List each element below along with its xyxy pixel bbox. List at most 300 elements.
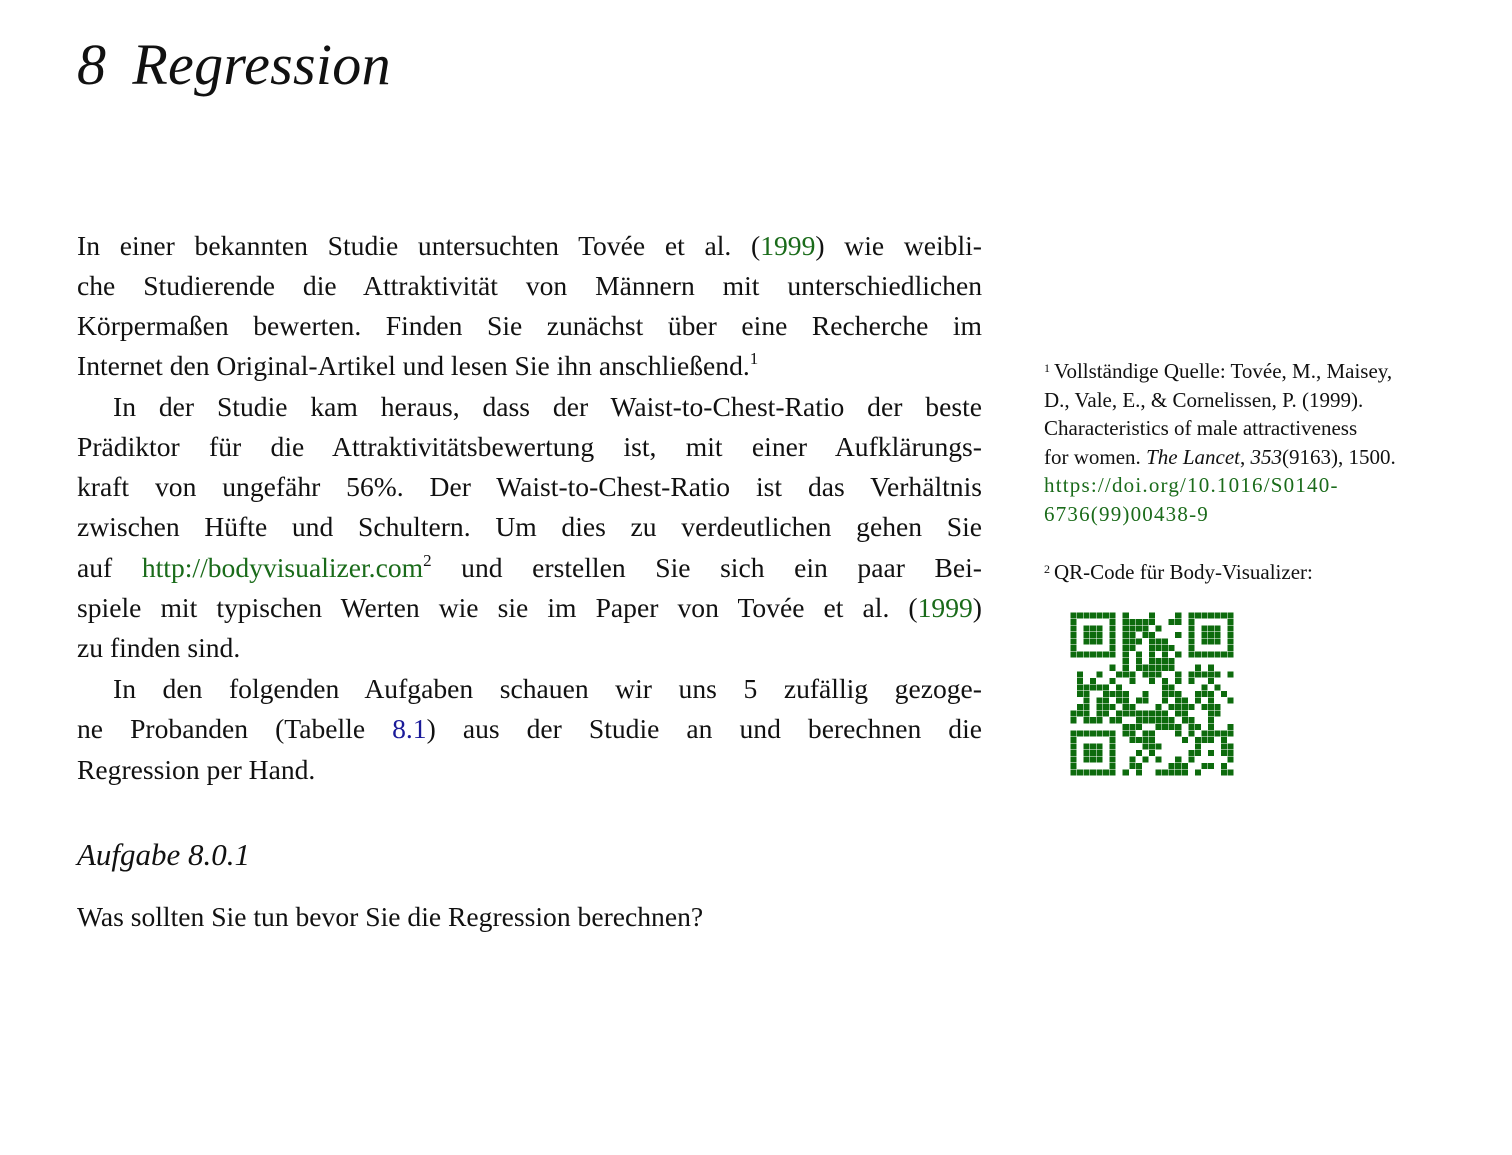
body-line: spiele mit typischen Werten wie sie im Paper von Tovée et al. (1999) bbox=[77, 592, 982, 623]
qr-module bbox=[1155, 625, 1162, 632]
qr-module bbox=[1096, 632, 1103, 639]
qr-module bbox=[1175, 678, 1182, 685]
qr-module bbox=[1136, 717, 1143, 724]
qr-module bbox=[1168, 724, 1175, 731]
qr-module bbox=[1162, 664, 1169, 671]
footnote-marker[interactable]: 1 bbox=[749, 349, 759, 368]
qr-module bbox=[1214, 730, 1221, 737]
qr-module bbox=[1201, 763, 1208, 770]
qr-module bbox=[1109, 730, 1116, 737]
qr-module bbox=[1175, 691, 1182, 698]
qr-module bbox=[1109, 638, 1116, 645]
qr-module bbox=[1096, 671, 1103, 678]
qr-module bbox=[1155, 645, 1162, 652]
qr-module bbox=[1109, 756, 1116, 763]
qr-module bbox=[1077, 651, 1084, 658]
qr-module bbox=[1103, 697, 1110, 704]
qr-module bbox=[1208, 664, 1215, 671]
chapter-number: 8 bbox=[77, 32, 107, 97]
qr-module bbox=[1162, 697, 1169, 704]
qr-module bbox=[1149, 632, 1156, 639]
qr-module bbox=[1103, 769, 1110, 776]
qr-module bbox=[1182, 763, 1189, 770]
qr-module bbox=[1188, 750, 1195, 757]
qr-module bbox=[1109, 737, 1116, 744]
qr-module bbox=[1155, 743, 1162, 750]
body-line: ne Probanden (Tabelle 8.1) aus der Studie an und berechnen die bbox=[77, 713, 982, 744]
qr-module bbox=[1162, 638, 1169, 645]
qr-module bbox=[1096, 743, 1103, 750]
qr-module bbox=[1175, 710, 1182, 717]
body-line: In einer bekannten Studie untersuchten Tovée et al. (1999) wie weibli- bbox=[77, 230, 982, 261]
sidenote-mark: 2 bbox=[1044, 562, 1050, 576]
qr-module bbox=[1175, 632, 1182, 639]
qr-module bbox=[1109, 664, 1116, 671]
citation-link[interactable]: 1999 bbox=[760, 230, 816, 261]
qr-module bbox=[1090, 612, 1097, 619]
chapter-heading bbox=[77, 30, 391, 100]
qr-module bbox=[1155, 756, 1162, 763]
qr-module bbox=[1136, 710, 1143, 717]
qr-module bbox=[1142, 632, 1149, 639]
qr-module bbox=[1129, 632, 1136, 639]
qr-module bbox=[1201, 612, 1208, 619]
qr-module bbox=[1149, 619, 1156, 626]
qr-module bbox=[1149, 651, 1156, 658]
qr-module bbox=[1109, 651, 1116, 658]
qr-module bbox=[1155, 704, 1162, 711]
qr-module bbox=[1129, 756, 1136, 763]
qr-module bbox=[1221, 743, 1228, 750]
body-line: In der Studie kam heraus, dass der Waist-to-Chest-Ratio der beste bbox=[113, 391, 982, 422]
qr-module bbox=[1070, 743, 1077, 750]
qr-module bbox=[1090, 769, 1097, 776]
qr-module bbox=[1070, 717, 1077, 724]
sidenote-2: $^2$ QR-Code für Body-Visualizer: bbox=[1044, 560, 1313, 584]
qr-module bbox=[1221, 730, 1228, 737]
qr-module bbox=[1109, 632, 1116, 639]
qr-module bbox=[1195, 612, 1202, 619]
qr-module bbox=[1195, 769, 1202, 776]
qr-module bbox=[1116, 717, 1123, 724]
qr-module bbox=[1149, 717, 1156, 724]
qr-module bbox=[1208, 710, 1215, 717]
qr-module bbox=[1083, 625, 1090, 632]
qr-module bbox=[1188, 651, 1195, 658]
qr-module bbox=[1122, 704, 1129, 711]
qr-module bbox=[1109, 763, 1116, 770]
qr-module bbox=[1149, 710, 1156, 717]
qr-module bbox=[1221, 737, 1228, 744]
qr-module bbox=[1195, 737, 1202, 744]
body-line: kraft von ungefähr 56%. Der Waist-to-Chest-Ratio ist das Verhältnis bbox=[77, 471, 982, 502]
qr-module bbox=[1182, 697, 1189, 704]
qr-module bbox=[1195, 697, 1202, 704]
qr-module bbox=[1221, 769, 1228, 776]
qr-module bbox=[1083, 612, 1090, 619]
qr-module bbox=[1208, 632, 1215, 639]
qr-module bbox=[1077, 730, 1084, 737]
qr-module bbox=[1122, 691, 1129, 698]
qr-module bbox=[1168, 645, 1175, 652]
qr-module bbox=[1077, 612, 1084, 619]
qr-module bbox=[1175, 724, 1182, 731]
qr-module bbox=[1136, 658, 1143, 665]
qr-module bbox=[1227, 671, 1234, 678]
body-line: Internet den Original-Artikel und lesen Sie ihn anschließend.$^1$ bbox=[77, 349, 759, 381]
qr-module bbox=[1168, 763, 1175, 770]
qr-module bbox=[1136, 625, 1143, 632]
qr-module bbox=[1168, 769, 1175, 776]
sidenote-1: $^1$ Vollständige Quelle: Tovée, M., Maisey, D., Vale, E., & Cornelissen, P. (1999). Characteristics of male attractiveness for women. The Lancet, 353(9163), 1500. https://doi.org/10.1016/S0140- 6736(99)00438-9 bbox=[1044, 354, 1464, 528]
qr-module bbox=[1155, 638, 1162, 645]
qr-module bbox=[1070, 645, 1077, 652]
qr-module bbox=[1201, 704, 1208, 711]
body-line: che Studierende die Attraktivität von Männern mit unterschiedlichen bbox=[77, 270, 982, 301]
qr-module bbox=[1142, 717, 1149, 724]
qr-module bbox=[1090, 625, 1097, 632]
qr-module bbox=[1188, 678, 1195, 685]
qr-module bbox=[1175, 671, 1182, 678]
qr-module bbox=[1109, 769, 1116, 776]
qr-module bbox=[1155, 724, 1162, 731]
qr-module bbox=[1142, 743, 1149, 750]
qr-module bbox=[1208, 717, 1215, 724]
qr-module bbox=[1077, 710, 1084, 717]
qr-module bbox=[1162, 769, 1169, 776]
qr-module bbox=[1070, 750, 1077, 757]
qr-module bbox=[1136, 651, 1143, 658]
qr-module bbox=[1122, 769, 1129, 776]
qr-module bbox=[1083, 684, 1090, 691]
task-title: Aufgabe 8.0.1 bbox=[77, 837, 251, 872]
qr-module bbox=[1116, 691, 1123, 698]
qr-module bbox=[1083, 750, 1090, 757]
qr-module bbox=[1083, 651, 1090, 658]
qr-module bbox=[1188, 717, 1195, 724]
qr-module bbox=[1195, 691, 1202, 698]
qr-module bbox=[1162, 717, 1169, 724]
qr-module bbox=[1227, 756, 1234, 763]
qr-module bbox=[1227, 769, 1234, 776]
qr-module bbox=[1083, 638, 1090, 645]
table-reference-link[interactable]: 8.1 bbox=[392, 713, 427, 744]
qr-module bbox=[1136, 724, 1143, 731]
qr-module bbox=[1083, 632, 1090, 639]
qr-module bbox=[1129, 730, 1136, 737]
sidenote-mark: 1 bbox=[1044, 361, 1050, 375]
qr-module bbox=[1162, 678, 1169, 685]
qr-module bbox=[1221, 612, 1228, 619]
qr-module bbox=[1227, 638, 1234, 645]
qr-module bbox=[1103, 704, 1110, 711]
qr-module bbox=[1182, 769, 1189, 776]
qr-module bbox=[1208, 750, 1215, 757]
qr-module bbox=[1142, 625, 1149, 632]
qr-module bbox=[1109, 612, 1116, 619]
qr-module bbox=[1175, 651, 1182, 658]
qr-module bbox=[1208, 724, 1215, 731]
qr-module bbox=[1129, 737, 1136, 744]
qr-module bbox=[1188, 638, 1195, 645]
qr-module bbox=[1227, 743, 1234, 750]
qr-module bbox=[1168, 717, 1175, 724]
qr-module bbox=[1070, 625, 1077, 632]
qr-module bbox=[1168, 619, 1175, 626]
qr-module bbox=[1070, 710, 1077, 717]
qr-module bbox=[1096, 756, 1103, 763]
qr-module bbox=[1149, 671, 1156, 678]
qr-module bbox=[1175, 769, 1182, 776]
qr-module bbox=[1122, 632, 1129, 639]
qr-module bbox=[1136, 750, 1143, 757]
qr-module bbox=[1208, 697, 1215, 704]
qr-module bbox=[1083, 769, 1090, 776]
qr-module bbox=[1096, 638, 1103, 645]
qr-module bbox=[1208, 671, 1215, 678]
qr-module bbox=[1142, 710, 1149, 717]
qr-module bbox=[1103, 710, 1110, 717]
qr-module bbox=[1142, 737, 1149, 744]
qr-module bbox=[1227, 724, 1234, 731]
qr-module bbox=[1077, 691, 1084, 698]
qr-module bbox=[1221, 750, 1228, 757]
qr-module bbox=[1070, 730, 1077, 737]
qr-module bbox=[1182, 710, 1189, 717]
qr-module bbox=[1122, 671, 1129, 678]
qr-module bbox=[1221, 691, 1228, 698]
qr-module bbox=[1083, 697, 1090, 704]
qr-module bbox=[1162, 691, 1169, 698]
qr-module bbox=[1162, 658, 1169, 665]
qr-module bbox=[1175, 730, 1182, 737]
qr-module bbox=[1090, 730, 1097, 737]
qr-module bbox=[1214, 638, 1221, 645]
qr-module bbox=[1083, 743, 1090, 750]
qr-module bbox=[1083, 756, 1090, 763]
qr-module bbox=[1175, 763, 1182, 770]
qr-module bbox=[1096, 730, 1103, 737]
qr-module bbox=[1122, 658, 1129, 665]
qr-module bbox=[1103, 651, 1110, 658]
qr-module bbox=[1090, 717, 1097, 724]
qr-module bbox=[1201, 737, 1208, 744]
qr-module bbox=[1129, 724, 1136, 731]
qr-module bbox=[1122, 612, 1129, 619]
qr-module bbox=[1208, 638, 1215, 645]
qr-module bbox=[1208, 651, 1215, 658]
qr-module bbox=[1162, 645, 1169, 652]
qr-module bbox=[1168, 691, 1175, 698]
qr-module bbox=[1077, 684, 1084, 691]
qr-module bbox=[1155, 658, 1162, 665]
qr-module bbox=[1116, 684, 1123, 691]
qr-module bbox=[1103, 612, 1110, 619]
qr-module bbox=[1129, 763, 1136, 770]
qr-module bbox=[1188, 730, 1195, 737]
qr-module bbox=[1168, 684, 1175, 691]
body-line: Regression per Hand. bbox=[77, 754, 316, 785]
qr-module bbox=[1083, 717, 1090, 724]
body-line: auf http://bodyvisualizer.com$^2$ und erstellen Sie sich ein paar Bei- bbox=[77, 551, 982, 583]
qr-module bbox=[1129, 619, 1136, 626]
qr-module bbox=[1090, 750, 1097, 757]
qr-module bbox=[1090, 756, 1097, 763]
doi-link[interactable]: https://doi.org/10.1016/S0140- 6736(99)00438-9 bbox=[1044, 473, 1339, 526]
qr-module bbox=[1129, 671, 1136, 678]
qr-module bbox=[1227, 612, 1234, 619]
body-line: zwischen Hüfte und Schultern. Um dies zu verdeutlichen gehen Sie bbox=[77, 511, 982, 542]
qr-module bbox=[1149, 730, 1156, 737]
footnote-marker[interactable]: 2 bbox=[423, 551, 432, 570]
qr-module bbox=[1136, 697, 1143, 704]
qr-module bbox=[1208, 625, 1215, 632]
qr-module bbox=[1227, 697, 1234, 704]
qr-module bbox=[1155, 769, 1162, 776]
qr-module bbox=[1090, 743, 1097, 750]
journal-name: The Lancet bbox=[1146, 444, 1240, 469]
qr-module bbox=[1227, 730, 1234, 737]
qr-module bbox=[1182, 704, 1189, 711]
qr-module bbox=[1070, 612, 1077, 619]
citation-link[interactable]: 1999 bbox=[917, 592, 973, 623]
volume: 353 bbox=[1250, 444, 1282, 469]
qr-module bbox=[1083, 704, 1090, 711]
qr-module bbox=[1136, 763, 1143, 770]
body-line: Körpermaßen bewerten. Finden Sie zunächst über eine Recherche im bbox=[77, 310, 982, 341]
qr-module bbox=[1109, 619, 1116, 626]
qr-module bbox=[1142, 730, 1149, 737]
qr-module bbox=[1096, 697, 1103, 704]
qr-module bbox=[1201, 651, 1208, 658]
qr-module bbox=[1070, 737, 1077, 744]
qr-module bbox=[1227, 651, 1234, 658]
qr-module bbox=[1122, 645, 1129, 652]
qr-module bbox=[1208, 730, 1215, 737]
qr-module bbox=[1188, 671, 1195, 678]
qr-module bbox=[1122, 724, 1129, 731]
qr-module bbox=[1096, 625, 1103, 632]
qr-module bbox=[1188, 724, 1195, 731]
qr-module bbox=[1149, 750, 1156, 757]
qr-module bbox=[1109, 678, 1116, 685]
qr-module bbox=[1096, 717, 1103, 724]
qr-module bbox=[1149, 737, 1156, 744]
qr-module bbox=[1129, 625, 1136, 632]
qr-module bbox=[1142, 697, 1149, 704]
qr-module bbox=[1077, 678, 1084, 685]
qr-module bbox=[1188, 632, 1195, 639]
qr-module bbox=[1116, 671, 1123, 678]
task-text: Was sollten Sie tun bevor Sie die Regression berechnen? bbox=[77, 901, 704, 932]
qr-module bbox=[1214, 684, 1221, 691]
qr-module bbox=[1208, 737, 1215, 744]
qr-module bbox=[1227, 750, 1234, 757]
qr-module bbox=[1208, 691, 1215, 698]
qr-module bbox=[1162, 684, 1169, 691]
qr-module bbox=[1149, 743, 1156, 750]
qr-module bbox=[1136, 769, 1143, 776]
bodyvisualizer-link[interactable]: http://bodyvisualizer.com bbox=[141, 552, 424, 583]
qr-module bbox=[1070, 619, 1077, 626]
qr-module bbox=[1214, 671, 1221, 678]
qr-module bbox=[1214, 612, 1221, 619]
qr-module bbox=[1175, 697, 1182, 704]
qr-module bbox=[1077, 704, 1084, 711]
qr-module bbox=[1103, 684, 1110, 691]
qr-module bbox=[1195, 664, 1202, 671]
qr-module bbox=[1083, 710, 1090, 717]
qr-module bbox=[1070, 769, 1077, 776]
qr-module bbox=[1201, 684, 1208, 691]
qr-module bbox=[1214, 710, 1221, 717]
qr-module bbox=[1070, 638, 1077, 645]
qr-module bbox=[1208, 612, 1215, 619]
qr-module bbox=[1201, 638, 1208, 645]
qr-module bbox=[1116, 697, 1123, 704]
qr-module bbox=[1103, 730, 1110, 737]
qr-module bbox=[1136, 737, 1143, 744]
qr-module bbox=[1175, 704, 1182, 711]
qr-module bbox=[1142, 671, 1149, 678]
qr-module bbox=[1142, 756, 1149, 763]
qr-module bbox=[1214, 625, 1221, 632]
qr-module bbox=[1136, 619, 1143, 626]
qr-module bbox=[1090, 638, 1097, 645]
qr-module bbox=[1122, 730, 1129, 737]
qr-module bbox=[1122, 710, 1129, 717]
qr-module bbox=[1201, 632, 1208, 639]
qr-module bbox=[1155, 664, 1162, 671]
qr-module bbox=[1201, 691, 1208, 698]
qr-module bbox=[1142, 691, 1149, 698]
qr-module bbox=[1090, 678, 1097, 685]
qr-module bbox=[1208, 678, 1215, 685]
qr-module bbox=[1214, 704, 1221, 711]
qr-module bbox=[1208, 763, 1215, 770]
qr-module bbox=[1201, 625, 1208, 632]
qr-module bbox=[1122, 651, 1129, 658]
qr-code-icon[interactable] bbox=[1070, 612, 1234, 776]
qr-module bbox=[1129, 710, 1136, 717]
qr-module bbox=[1149, 612, 1156, 619]
qr-module bbox=[1188, 619, 1195, 626]
qr-module bbox=[1214, 651, 1221, 658]
qr-module bbox=[1109, 717, 1116, 724]
qr-module bbox=[1116, 710, 1123, 717]
qr-module bbox=[1175, 756, 1182, 763]
qr-module bbox=[1227, 645, 1234, 652]
qr-module bbox=[1090, 632, 1097, 639]
qr-module bbox=[1182, 737, 1189, 744]
qr-module bbox=[1168, 704, 1175, 711]
qr-module bbox=[1188, 756, 1195, 763]
qr-module bbox=[1122, 619, 1129, 626]
body-line: Prädiktor für die Attraktivitätsbewertung ist, mit einer Aufklärungs- bbox=[77, 431, 982, 462]
qr-module bbox=[1122, 625, 1129, 632]
qr-module bbox=[1227, 625, 1234, 632]
qr-module bbox=[1182, 717, 1189, 724]
qr-module bbox=[1129, 645, 1136, 652]
qr-module bbox=[1162, 651, 1169, 658]
qr-module bbox=[1096, 651, 1103, 658]
qr-module bbox=[1109, 743, 1116, 750]
qr-module bbox=[1096, 750, 1103, 757]
qr-module bbox=[1188, 625, 1195, 632]
qr-module bbox=[1129, 638, 1136, 645]
qr-module bbox=[1168, 658, 1175, 665]
qr-module bbox=[1122, 697, 1129, 704]
